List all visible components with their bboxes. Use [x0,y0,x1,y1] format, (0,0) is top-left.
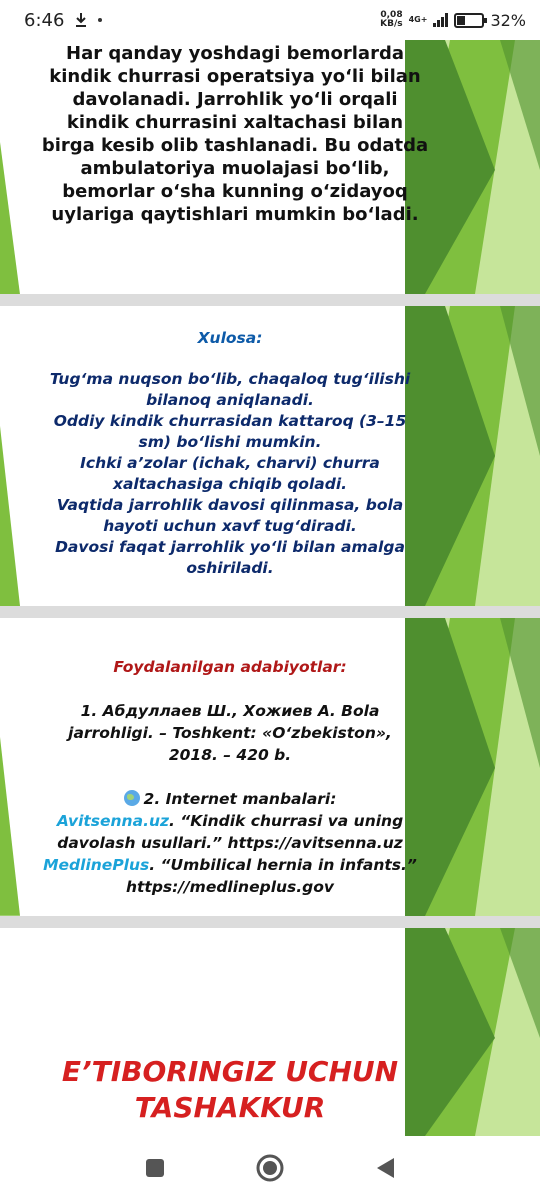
network-type: 4G+ [408,15,428,24]
back-button[interactable] [374,1156,396,1180]
slide-conclusion [0,306,540,606]
home-button[interactable] [255,1153,285,1183]
conclusion-line: xaltachasiga chiqib qoladi. [112,475,348,493]
avitsenna-domain[interactable]: .uz [143,812,170,830]
reference-line: 2018. – 420 b. [168,746,292,764]
treatment-line: Har qanday yoshdagi bemorlarda [66,43,404,64]
avitsenna-link[interactable]: Avitsenna [56,812,144,830]
thanks-line: TASHAKKUR [134,1091,326,1124]
signal-icon [433,13,448,27]
conclusion-line: oshiriladi. [186,559,274,577]
conclusion-line: Vaqtida jarrohlik davosi qilinmasa, bola [56,496,404,514]
treatment-line: uylariga qaytishlari mumkin bo‘ladi. [51,204,419,225]
medlineplus-link[interactable]: MedlinePlus [43,856,150,874]
treatment-line: kindik churrasi operatsiya yo‘li bilan [49,66,421,87]
conclusion-title: Xulosa: [197,329,263,347]
conclusion-line: bilanoq aniqlanadi. [146,391,314,409]
conclusion-line: Davosi faqat jarrohlik yo‘li bilan amalga [55,538,405,556]
references-title: Foydalanilgan adabiyotlar: [113,658,347,676]
conclusion-line: sm) bo‘lishi mumkin. [138,433,322,451]
conclusion-line: Oddiy kindik churrasidan kattaroq (3–15 [53,412,407,430]
status-time: 6:46 [24,9,65,31]
treatment-line: kindik churrasini xaltachasi bilan [66,112,404,133]
battery-icon [454,13,484,28]
internet-sources-heading: 2. Internet manbalari: [30,788,430,810]
download-icon [74,12,88,28]
reference-line: Avitsenna.uz. “Kindik churrasi va uning [56,812,404,830]
reference-line: 1. Абдуллаев Ш., Хожиев А. Bola [80,702,380,720]
conclusion-line: Ichki a’zolar (ichak, charvi) churra [80,454,380,472]
battery-percent: 32% [490,10,526,30]
system-nav-bar [0,1136,540,1200]
status-bar [0,0,540,40]
conclusion-line: Tug‘ma nuqson bo‘lib, chaqaloq tug‘ilishi [49,370,411,388]
recent-apps-button[interactable] [144,1157,166,1179]
reference-line: MedlinePlus. “Umbilical hernia in infants.” [43,856,417,874]
reference-line: https://medlineplus.gov [125,878,335,896]
slide-thanks [0,928,540,1136]
globe-icon [124,790,140,806]
reference-line: davolash usullari.” https://avitsenna.uz [57,834,403,852]
conclusion-line: hayoti uchun xavf tug‘diradi. [103,517,357,535]
treatment-line: ambulatoriya muolajasi bo‘lib, [80,158,390,179]
treatment-line: bemorlar o‘sha kunning o‘zidayoq [62,181,408,202]
thanks-line: E’TIBORINGIZ UCHUN [61,1055,399,1088]
treatment-line: davolanadi. Jarrohlik yo‘li orqali [72,89,398,110]
slide-references [0,618,540,916]
slide-treatment [0,40,540,294]
notification-dot-icon [98,18,102,22]
reference-line: jarrohligi. – Toshkent: «O‘zbekiston», [68,724,392,742]
treatment-line: birga kesib olib tashlanadi. Bu odatda [41,135,429,156]
network-speed: 0,08 KB/s [380,10,403,29]
